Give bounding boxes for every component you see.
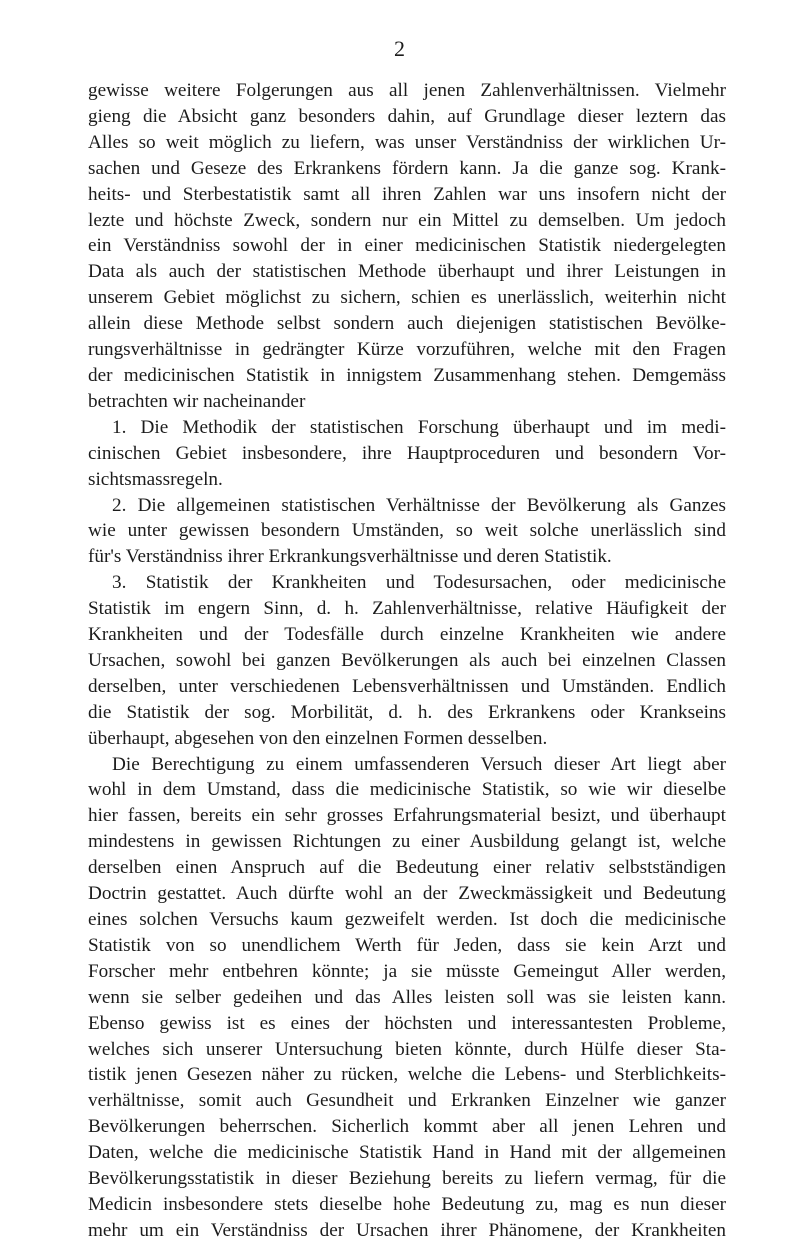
text-line: lezte und höchste Zweck, sondern nur ein Mittel zu demselben. Um jedoch	[88, 209, 726, 231]
text-line: Bevölkerungen beherrschen. Sicherlich kommt aber all jenen Lehren und	[88, 1116, 726, 1138]
text-line: eines solchen Versuchs kaum gezweifelt werden. Ist doch die medicinische	[88, 909, 726, 930]
text-line: cinischen Gebiet insbesondere, ihre Hauptproceduren und besondern Vor-	[88, 442, 726, 464]
page-number: 2	[394, 36, 406, 61]
text-line: überhaupt, abgesehen von den einzelnen Formen desselben.	[88, 727, 548, 749]
text-line: heits- und Sterbestatistik samt all ihren Zahlen war uns insofern nicht der	[88, 183, 726, 205]
text-line: Data als auch der statistischen Methode überhaupt und ihrer Leistungen in	[88, 261, 726, 283]
text-line: mehr um ein Verständniss der Ursachen ihrer Phänomene, der Krankheiten	[88, 1219, 726, 1241]
text-line: Ursachen, sowohl bei ganzen Bevölkerungen als auch bei einzelnen Classen	[88, 649, 726, 671]
text-line: derselben einen Anspruch auf die Bedeutung einer relativ selbstständigen	[88, 857, 726, 879]
text-line: der medicinischen Statistik in innigstem Zusammenhang stehen. Demgemäss	[88, 364, 726, 386]
paragraph	[88, 78, 726, 415]
body-text	[88, 78, 726, 1244]
text-line: allein diese Methode selbst sondern auch diejenigen statistischen Bevölke-	[88, 313, 726, 335]
text-line: tistik jenen Gesezen näher zu rücken, welche die Lebens- und Sterblichkeits-	[88, 1064, 726, 1086]
text-line: Bevölkerungsstatistik in dieser Beziehung bereits zu liefern vermag, für die	[88, 1168, 726, 1190]
text-line: Forscher mehr entbehren könnte; ja sie müsste Gemeingut Aller werden,	[88, 960, 726, 982]
text-line: 3. Statistik der Krankheiten und Todesursachen, oder medicinische	[112, 572, 726, 594]
paragraph	[88, 752, 726, 1244]
text-line: sichtsmassregeln.	[88, 468, 223, 490]
text-line: für's Verständniss ihrer Erkrankungsverhältnisse und deren Statistik.	[88, 546, 612, 568]
text-line: wenn sie selber gedeihen und das Alles leisten soll was sie leisten kann.	[88, 986, 726, 1008]
text-line: welches sich unserer Untersuchung bieten könnte, durch Hülfe dieser Sta-	[88, 1038, 726, 1060]
text-line: wie unter gewissen besondern Umständen, so weit solche unerlässlich sind	[88, 520, 726, 542]
text-line: 2. Die allgemeinen statistischen Verhältnisse der Bevölkerung als Ganzes	[112, 494, 726, 516]
text-line: Ebenso gewiss ist es eines der höchsten und interessantesten Probleme,	[88, 1012, 726, 1034]
text-line: verhältnisse, somit auch Gesundheit und Erkranken Einzelner wie ganzer	[88, 1090, 726, 1112]
paragraph	[88, 415, 726, 493]
text-line: wohl in dem Umstand, dass die medicinische Statistik, so wie wir dieselbe	[88, 779, 726, 801]
text-line: 1. Die Methodik der statistischen Forschung überhaupt und im medi-	[112, 416, 726, 438]
text-line: mindestens in gewissen Richtungen zu einer Ausbildung gelangt ist, welche	[88, 831, 726, 853]
text-line: betrachten wir nacheinander	[88, 390, 306, 412]
text-line: rungsverhältnisse in gedrängter Kürze vorzuführen, welche mit den Fragen	[88, 339, 726, 361]
text-line: derselben, unter verschiedenen Lebensverhältnissen und Umständen. Endlich	[88, 675, 726, 697]
text-line: Alles so weit möglich zu liefern, was unser Verständniss der wirklichen Ur-	[88, 131, 726, 153]
text-line: Statistik im engern Sinn, d. h. Zahlenverhältnisse, relative Häufigkeit der	[88, 598, 726, 620]
text-line: gewisse weitere Folgerungen aus all jenen Zahlenverhältnissen. Vielmehr	[88, 80, 726, 101]
text-line: Die Berechtigung zu einem umfassenderen Versuch dieser Art liegt aber	[112, 753, 726, 775]
paragraph	[88, 493, 726, 571]
text-line: Daten, welche die medicinische Statistik Hand in Hand mit der allgemeinen	[88, 1142, 726, 1164]
text-line: sachen und Geseze des Erkrankens fördern kann. Ja die ganze sog. Krank-	[88, 157, 726, 179]
text-line: ein Verständniss sowohl der in einer medicinischen Statistik niedergelegten	[88, 235, 726, 257]
text-line: unserem Gebiet möglichst zu sichern, schien es unerlässlich, weiterhin nicht	[88, 287, 726, 309]
text-line: Doctrin gestattet. Auch dürfte wohl an der Zweckmässigkeit und Bedeutung	[88, 883, 726, 905]
text-line: hier fassen, bereits ein sehr grosses Erfahrungsmaterial besizt, und überhaupt	[88, 805, 726, 827]
paragraph	[88, 570, 726, 751]
text-line: die Statistik der sog. Morbilität, d. h. des Erkrankens oder Krankseins	[88, 701, 726, 723]
text-line: Statistik von so unendlichem Werth für Jeden, dass sie kein Arzt und	[88, 934, 726, 956]
text-line: gieng die Absicht ganz besonders dahin, auf Grundlage dieser leztern das	[88, 105, 726, 127]
text-line: Krankheiten und der Todesfälle durch einzelne Krankheiten wie andere	[88, 624, 726, 646]
text-line: Medicin insbesondere stets dieselbe hohe Bedeutung zu, mag es nun dieser	[88, 1193, 726, 1215]
